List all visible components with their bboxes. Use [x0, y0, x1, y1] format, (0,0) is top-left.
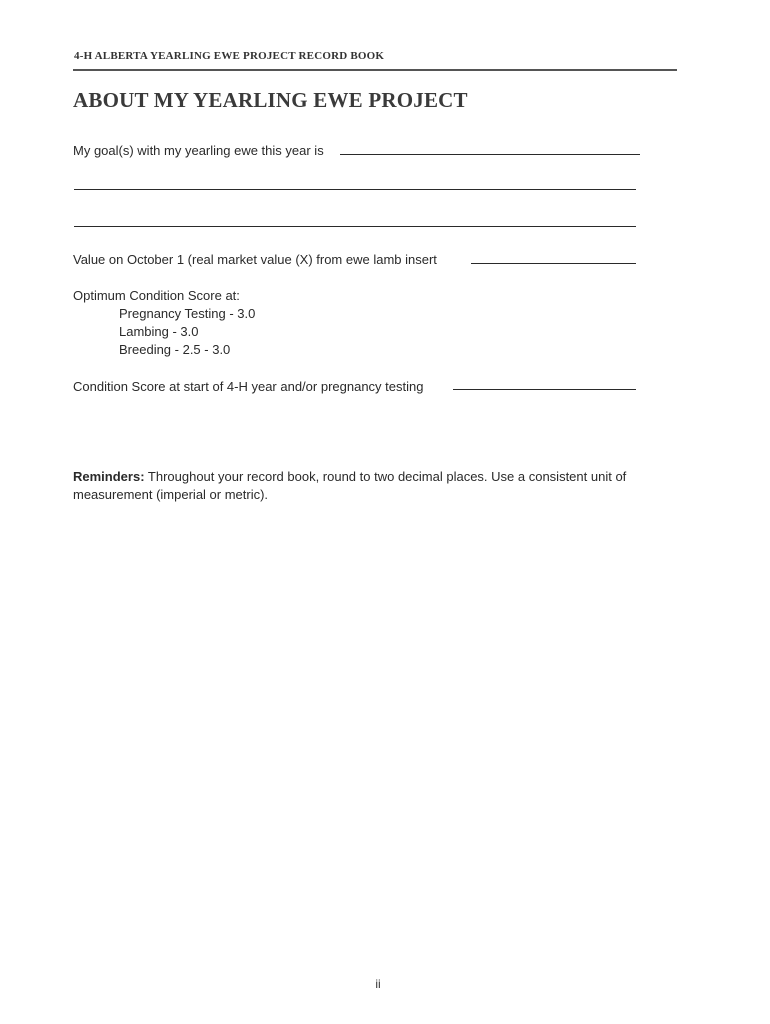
goals-answer-line-1[interactable] — [340, 154, 640, 155]
reminders-text: Throughout your record book, round to two decimal places. Use a consistent unit of measurement (imperial or metric). — [73, 469, 627, 502]
page-number: ii — [375, 977, 381, 991]
optimum-item-lambing: Lambing - 3.0 — [119, 324, 199, 339]
condition-answer-line[interactable] — [453, 389, 636, 390]
running-header: 4-H ALBERTA YEARLING EWE PROJECT RECORD BOOK — [74, 50, 385, 62]
optimum-item-pregnancy: Pregnancy Testing - 3.0 — [119, 306, 256, 321]
optimum-heading: Optimum Condition Score at: — [73, 288, 240, 303]
goals-answer-line-3[interactable] — [74, 226, 636, 227]
reminders-label: Reminders: — [73, 469, 145, 484]
reminders-paragraph — [73, 468, 673, 504]
page-title: ABOUT MY YEARLING EWE PROJECT — [73, 88, 468, 112]
goals-answer-line-2[interactable] — [74, 189, 636, 190]
optimum-item-breeding: Breeding - 2.5 - 3.0 — [119, 342, 231, 357]
condition-label: Condition Score at start of 4-H year and/or pregnancy testing — [73, 379, 424, 394]
goals-label: My goal(s) with my yearling ewe this year is — [73, 143, 324, 158]
value-label: Value on October 1 (real market value (X) from ewe lamb insert — [73, 252, 437, 267]
value-answer-line[interactable] — [471, 263, 636, 264]
header-rule — [73, 69, 677, 71]
